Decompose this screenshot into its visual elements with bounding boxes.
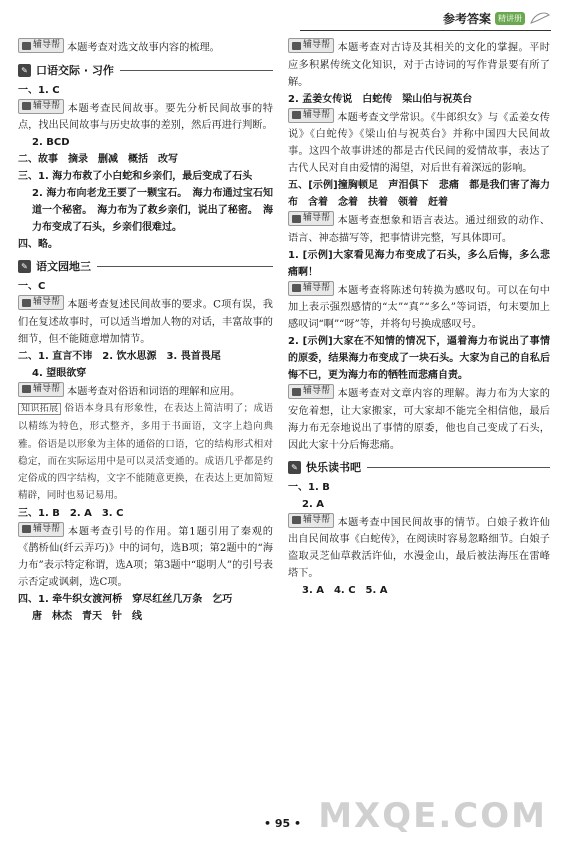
s2-explanation-3: 辅导帮 本题考查引号的作用。第1题引用了秦观的《鹊桥仙(纤云弄巧)》中的词句，选B项；第2题中的“海力布”表示特定称谓，选A项；第3题中“聪明人”的引号表示否定或讽刺，选C项。: [18, 523, 273, 589]
s2-answer-3: 三、1. B 2. A 3. C: [18, 507, 124, 519]
r-explanation-5-2: 辅导帮 本题考查对文章内容的理解。海力布为大家的安危着想，让大家搬家，可大家却不能完全相信他，最后海力布无奈地说出了事情的原委，他也自己变成了石头，因此大家十分后悔悲痛。: [288, 386, 550, 451]
section-title: 语文园地三: [36, 260, 91, 273]
left-column: [18, 38, 273, 625]
r-reading-explanation-2: 辅导帮 本题考查中国民间故事的情节。白娘子救许仙出自民间故事《白蛇传》，在阅读时容易忽略细节。白娘子盗取灵芝仙草救活许仙，水漫金山，最后被法海压在雷峰塔下。: [288, 514, 550, 579]
explanation-1-1: 辅导帮 本题考查民间故事。要先分析民间故事的特点，找出民间故事与历史故事的差别，然后再进行判断。: [18, 100, 273, 131]
helper-badge: 辅导帮: [288, 384, 334, 399]
r-explanation-5-1: 辅导帮 本题考查将陈述句转换为感叹句。可以在句中加上表示强烈感情的“太”“真”“多么”等词语，句末要加上感叹词“啊”“呀”等，并将句号换成感叹号。: [288, 282, 550, 330]
helper-icon: [22, 525, 31, 533]
s2-answer-2: 二、1. 直言不讳 2. 饮水思源 3. 畏首畏尾: [18, 350, 221, 362]
section-happy-reading: [288, 459, 550, 476]
page-number: • 95 •: [263, 817, 302, 830]
r-answer-5-2: 2. [示例]大家在不知情的情况下，逼着海力布说出了事情的原委，结果海力布变成了一块石头。大家为自己的自私后悔不已，更为海力布的牺牲而悲痛自责。: [288, 336, 550, 381]
watermark: MXQE.COM: [318, 796, 547, 836]
helper-badge: 辅导帮: [288, 38, 334, 53]
helper-icon: [292, 516, 301, 524]
s2-explanation-2: 辅导帮 本题考查对俗语和词语的理解和应用。: [18, 382, 273, 401]
header-title: 参考答案: [442, 11, 491, 26]
s2-answer-2-4: 4. 望眼欲穿: [32, 367, 87, 379]
header-rule: [300, 30, 551, 31]
s2-answer-1: 一、C: [18, 281, 46, 292]
section-title: 口语交际 · 习作: [36, 63, 114, 77]
answer-1-1: 一、1. C: [18, 84, 60, 96]
intro-explanation: 辅导帮 本题考查对选文故事内容的梳理。: [18, 38, 273, 57]
helper-icon: [292, 215, 301, 223]
answer-2: 二、故事 摘录 删减 概括 改写: [18, 154, 178, 165]
book-icon: ✎: [288, 461, 301, 474]
helper-badge: 辅导帮: [288, 108, 334, 123]
answer-1-2: 2. BCD: [32, 137, 70, 148]
r-reading-1: 一、1. B: [288, 481, 330, 493]
right-column: [288, 38, 550, 599]
helper-badge: 辅导帮: [18, 295, 64, 310]
s2-answer-4b: 唐 林杰 青天 针 线: [32, 611, 142, 623]
section-title: 快乐读书吧: [306, 460, 361, 474]
section-chinese-garden: [18, 258, 273, 275]
helper-icon: [22, 102, 31, 110]
helper-icon: [292, 111, 301, 119]
r-answer-5: 五、[示例]撞胸顿足 声泪俱下 悲痛 都是我们害了海力布 含着 念着 扶着 领着 赶着: [288, 180, 550, 208]
helper-badge: 辅导帮: [288, 281, 334, 296]
r-answer-5-1: 1. [示例]大家看见海力布变成了石头，多么后悔，多么悲痛啊！: [288, 249, 550, 278]
helper-icon: [292, 388, 301, 396]
helper-icon: [292, 284, 301, 292]
helper-icon: [292, 42, 301, 50]
answer-3-1: 三、1. 海力布救了小白蛇和乡亲们，最后变成了石头: [18, 171, 253, 182]
helper-icon: [22, 385, 31, 393]
r-top-explanation: 辅导帮 本题考查对古诗及其相关的文化的掌握。平时应多积累传统文化知识，对于古诗词的写作背景要有所了解。: [288, 40, 550, 88]
r-reading-2: 2. A: [302, 498, 324, 510]
header-tag: 精讲册: [495, 12, 525, 25]
helper-badge: 辅导帮: [288, 513, 334, 528]
answer-4: 四、略。: [18, 239, 58, 250]
book-icon: ✎: [18, 64, 31, 77]
helper-badge: 辅导帮: [18, 382, 64, 397]
helper-icon: [22, 42, 31, 50]
leaf-decoration-icon: [529, 11, 551, 25]
helper-badge: 辅导帮: [288, 211, 334, 226]
knowledge-label: 知识拓展: [18, 403, 61, 415]
helper-icon: [22, 299, 31, 307]
r-explanation-2: 辅导帮 本题考查文学常识。《牛郎织女》与《孟姜女传说》《白蛇传》《梁山伯与祝英台》并称中国四大民间故事。这四个故事讲述的都是古代民间的爱情故事，表达了古代人民对自由爱情的渴望，对后世有着深远的影响。: [288, 109, 550, 174]
helper-badge: 辅导帮: [18, 38, 64, 53]
r-reading-3: 3. A 4. C 5. A: [302, 585, 388, 596]
answer-3-2: 2. 海力布向老龙王要了一颗宝石。 海力布通过宝石知道一个秘密。 海力布为了救乡亲们，说出了秘密。 海力布变成了石头，乡亲们很难过。: [32, 188, 273, 233]
s2-answer-4: 四、1. 牵牛织女渡河桥 穿尽红丝几万条 乞巧: [18, 594, 233, 606]
helper-badge: 辅导帮: [18, 99, 64, 114]
book-icon: ✎: [18, 260, 31, 273]
knowledge-extension: 知识拓展 俗语本身具有形象性，在表达上简洁明了；成语以精练为特色，形式整齐，多用于书面语，文字上趋向典雅。俗语是以形象为主体的通俗的口语，它的结构形式相对稳定，而在实际运用中是可以灵活变通的。成语几乎都是约定俗成的四字结构，文字不能随意更换，在表达上更加简短精辟，同时也易记易用。: [18, 403, 273, 502]
section-oral-writing: [18, 62, 273, 79]
s2-explanation-1: 辅导帮 本题考查复述民间故事的要求。C项有误，我们在复述故事时，可以适当增加人物的对话，丰富故事的细节，但不能随意增加情节。: [18, 297, 273, 345]
helper-badge: 辅导帮: [18, 522, 64, 537]
r-explanation-5: 辅导帮 本题考查想象和语言表达。通过细致的动作、语言、神态描写等，把事情讲完整，写具体即可。: [288, 213, 550, 244]
page-header: [443, 8, 551, 28]
r-answer-2: 2. 孟姜女传说 白蛇传 梁山伯与祝英台: [288, 93, 473, 105]
